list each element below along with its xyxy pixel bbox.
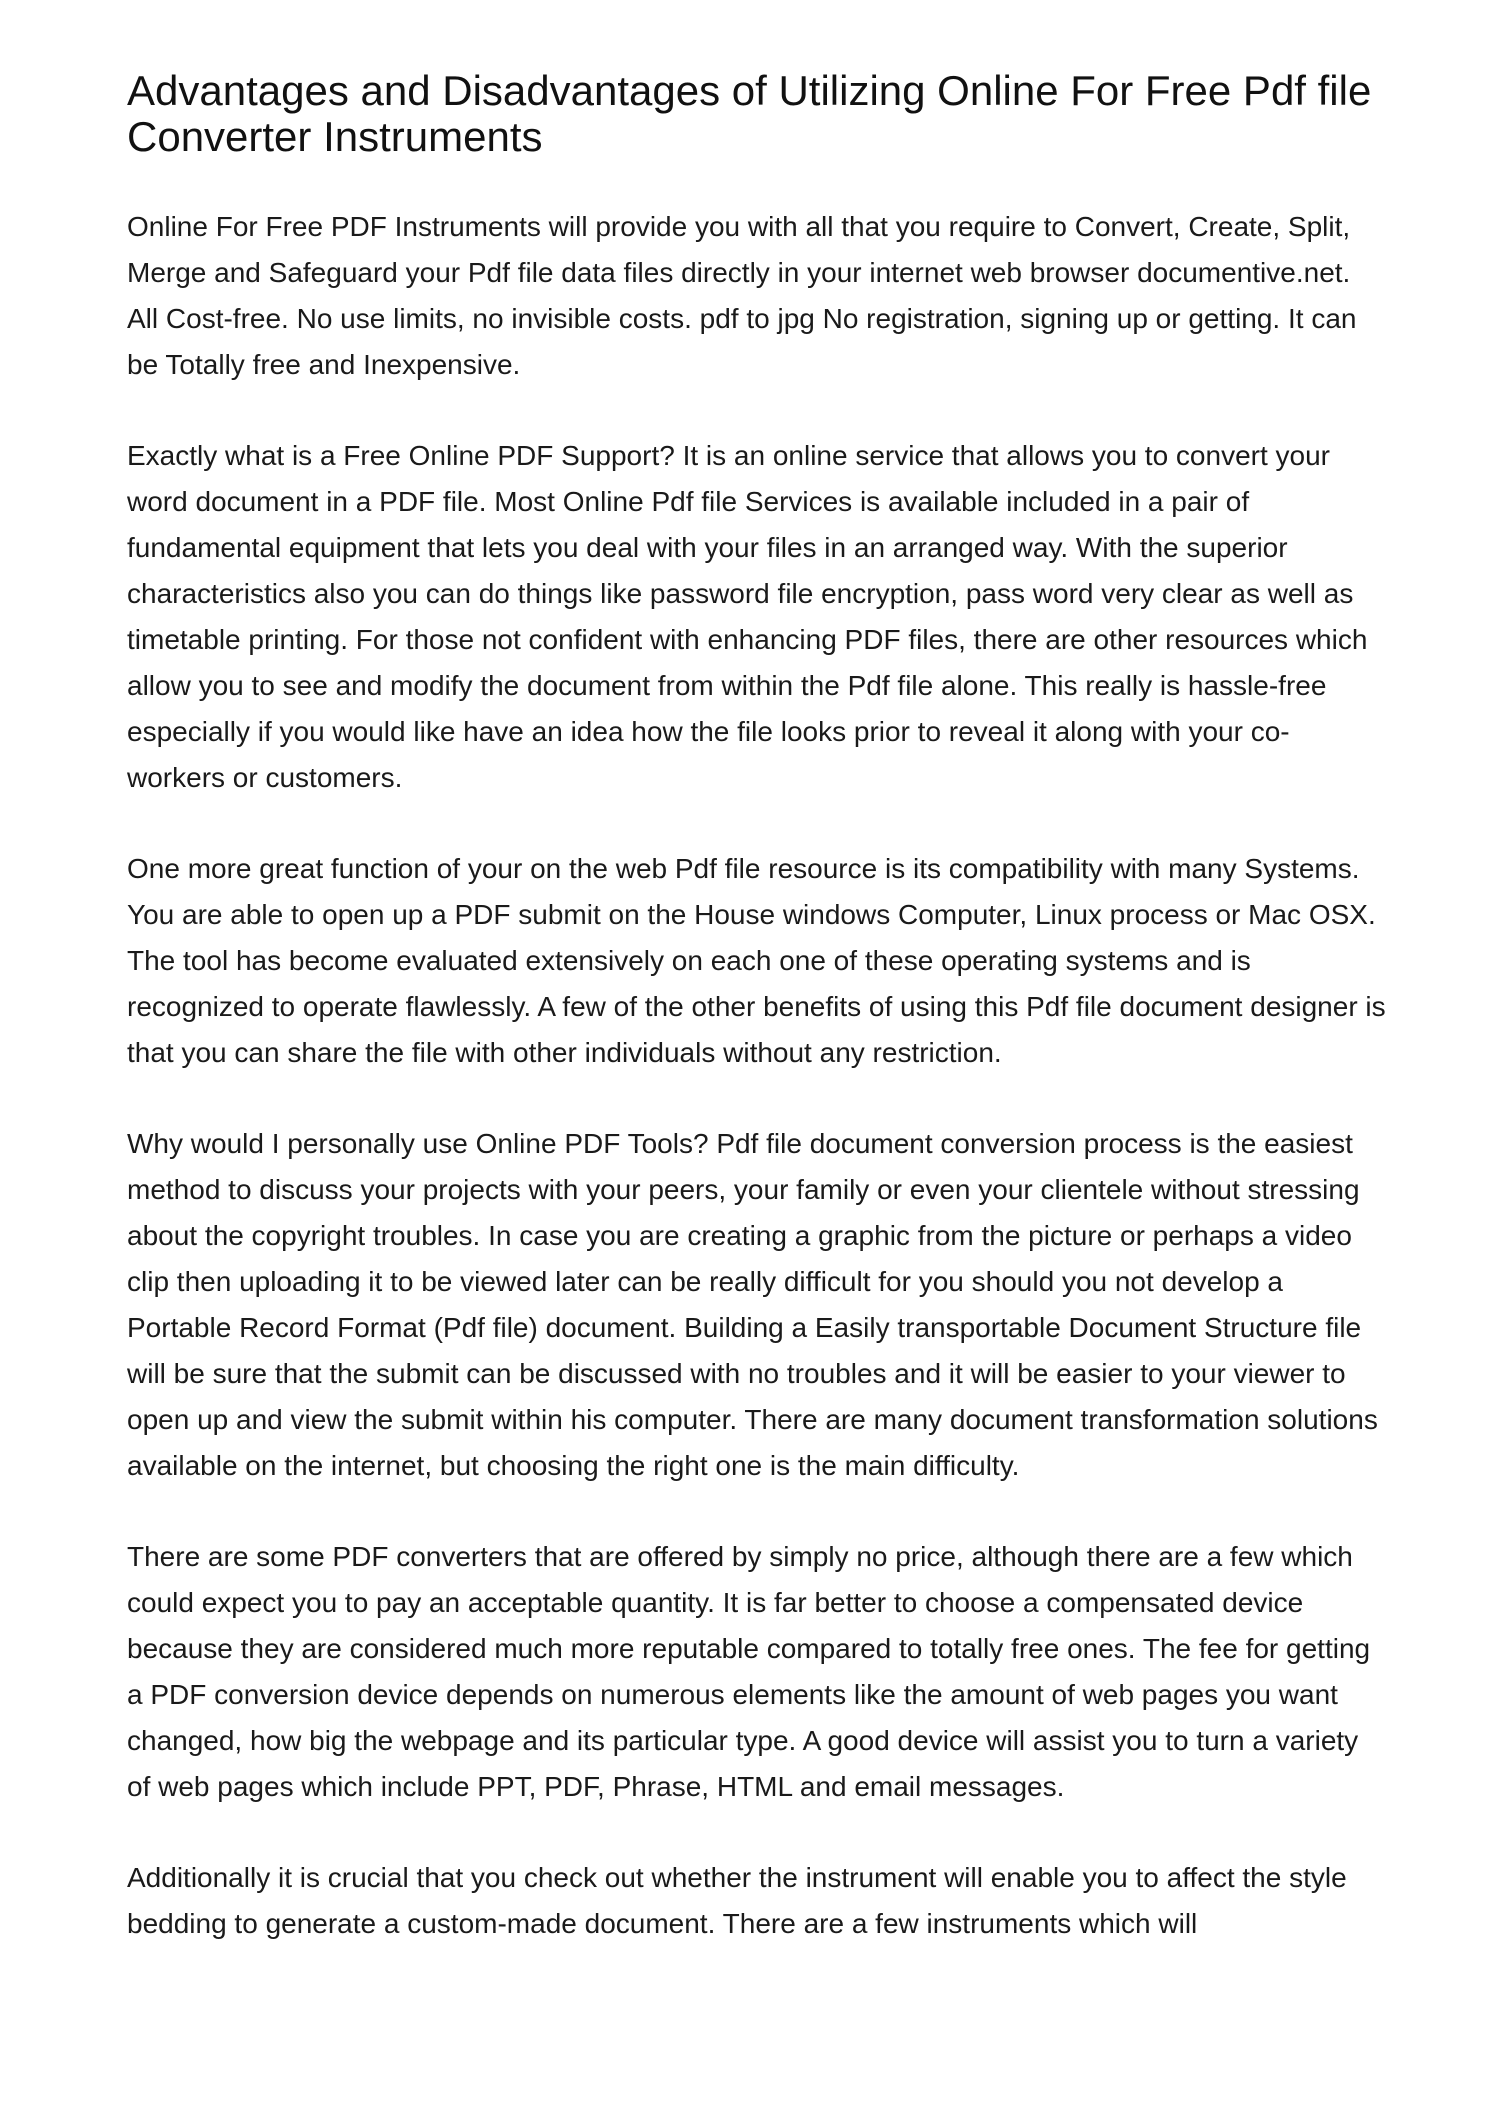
paragraph-3: One more great function of your on the web Pdf file resource is its compatibility with many Systems. You are able to open up a PDF submit on the House windows Computer, Linux process or Mac OSX. The tool has become evaluated extensively on each one of these operating systems and is recognized to operate flawlessly. A few of the other benefits of using this Pdf file document designer is that you can share the file with other individuals without any restriction.	[127, 853, 1386, 1068]
document-title: Advantages and Disadvantages of Utilizing Online For Free Pdf file Converter Instruments	[127, 67, 1372, 160]
paragraph-1: Online For Free PDF Instruments will provide you with all that you require to Convert, Create, Split, Merge and Safeguard your Pdf file data files directly in your internet web browser documentive.net. All Cost-free. No use limits, no invisible costs. pdf to jpg No registration, signing up or getting. It can be Totally free and Inexpensive.	[127, 211, 1357, 380]
paragraph-2: Exactly what is a Free Online PDF Support? It is an online service that allows you to convert your word document in a PDF file. Most Online Pdf file Services is available included in a pair of fundamental equipment that lets you deal with your files in an arranged way. With the superior characteristics also you can do things like password file encryption, pass word very clear as well as timetable printing. For those not confident with enhancing PDF files, there are other resources which allow you to see and modify the document from within the Pdf file alone. This really is hassle-free especially if you would like have an idea how the file looks prior to reveal it along with your co-workers or customers.	[127, 440, 1368, 793]
document-page	[127, 68, 1387, 1992]
document-body	[127, 204, 1387, 1947]
paragraph-4: Why would I personally use Online PDF Tools? Pdf file document conversion process is the easiest method to discuss your projects with your peers, your family or even your clientele without stressing about the copyright troubles. In case you are creating a graphic from the picture or perhaps a video clip then uploading it to be viewed later can be really difficult for you should you not develop a Portable Record Format (Pdf file) document. Building a Easily transportable Document Structure file will be sure that the submit can be discussed with no troubles and it will be easier to your viewer to open up and view the submit within his computer. There are many document transformation solutions available on the internet, but choosing the right one is the main difficulty.	[127, 1128, 1378, 1481]
paragraph-6: Additionally it is crucial that you check out whether the instrument will enable you to affect the style bedding to generate a custom-made document. There are a few instruments which will	[127, 1862, 1347, 1939]
paragraph-5: There are some PDF converters that are offered by simply no price, although there are a few which could expect you to pay an acceptable quantity. It is far better to choose a compensated device because they are considered much more reputable compared to totally free ones. The fee for getting a PDF conversion device depends on numerous elements like the amount of web pages you want changed, how big the webpage and its particular type. A good device will assist you to turn a variety of web pages which include PPT, PDF, Phrase, HTML and email messages.	[127, 1541, 1371, 1802]
